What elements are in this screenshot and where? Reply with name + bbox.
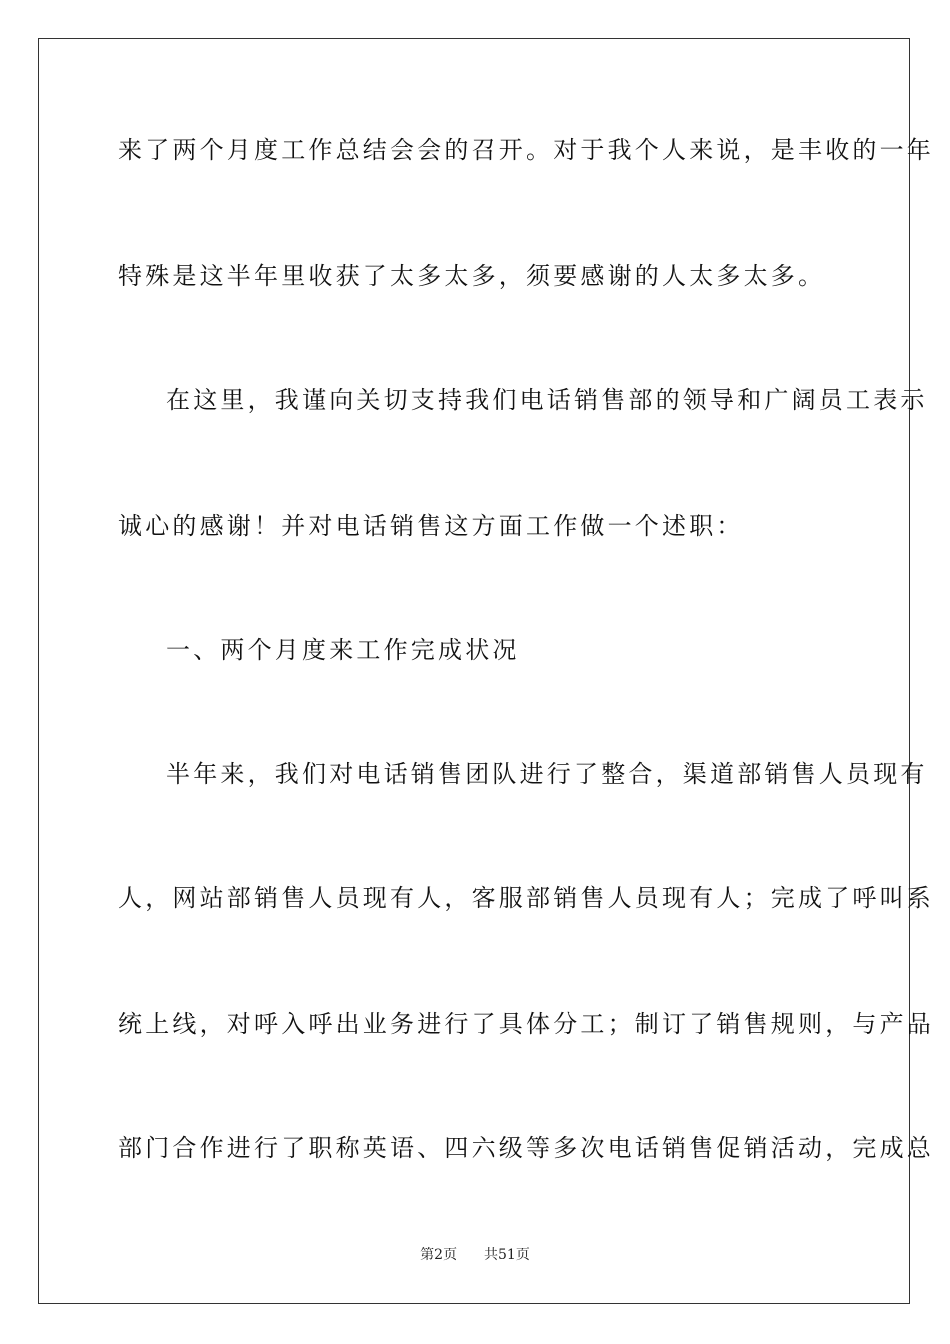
body-line-1: 来了两个月度工作总结会会的召开。对于我个人来说，是丰收的一年 [118,136,934,164]
body-line-6: 人，网站部销售人员现有人，客服部销售人员现有人；完成了呼叫系 [118,884,934,912]
body-line-2: 特殊是这半年里收获了太多太多，须要感谢的人太多太多。 [118,262,826,290]
page-footer [0,1246,950,1264]
body-line-5: 半年来，我们对电话销售团队进行了整合，渠道部销售人员现有 [166,760,928,788]
section-heading: 一、两个月度来工作完成状况 [166,636,520,664]
body-line-8: 部门合作进行了职称英语、四六级等多次电话销售促销活动，完成总 [118,1134,934,1162]
body-line-4: 诚心的感谢！并对电话销售这方面工作做一个述职： [118,512,744,540]
page-border [38,38,934,1304]
body-line-3: 在这里，我谨向关切支持我们电话销售部的领导和广阔员工表示 [166,386,928,414]
body-line-7: 统上线，对呼入呼出业务进行了具体分工；制订了销售规则，与产品 [118,1010,934,1038]
total-pages: 共51页 [484,1247,530,1263]
page-number: 第2页 [420,1247,458,1263]
